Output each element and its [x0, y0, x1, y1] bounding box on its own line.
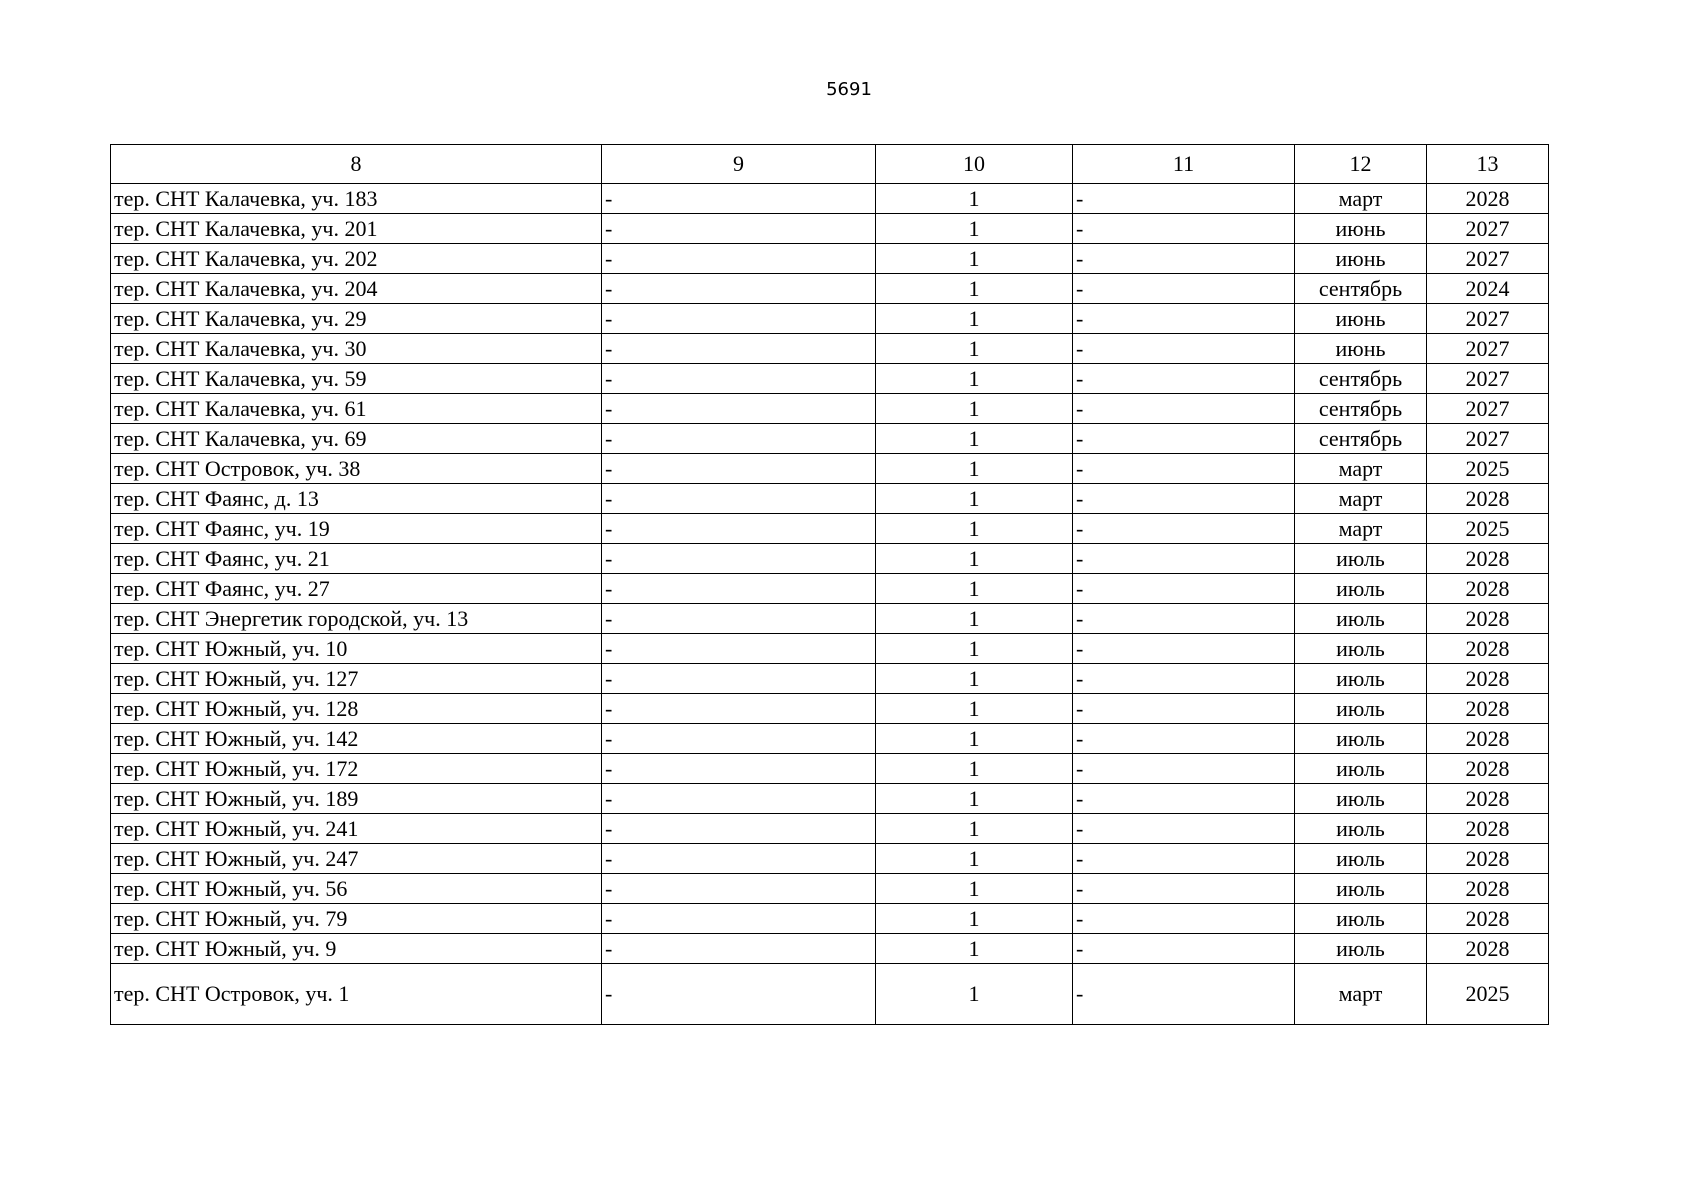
table-row	[111, 844, 1549, 874]
header-row	[111, 145, 1549, 184]
cell-year: 2028	[1427, 484, 1549, 514]
cell-year: 2025	[1427, 964, 1549, 1025]
cell-year: 2027	[1427, 214, 1549, 244]
cell-col9: -	[602, 904, 876, 934]
table-row	[111, 274, 1549, 304]
header-cell-13: 13	[1427, 145, 1549, 184]
table-row	[111, 814, 1549, 844]
cell-month: июль	[1295, 754, 1427, 784]
table-row	[111, 514, 1549, 544]
cell-col10: 1	[876, 844, 1073, 874]
cell-col9: -	[602, 484, 876, 514]
cell-year: 2028	[1427, 874, 1549, 904]
cell-col11: -	[1073, 454, 1295, 484]
cell-col11: -	[1073, 214, 1295, 244]
cell-year: 2028	[1427, 634, 1549, 664]
cell-address: тер. СНТ Южный, уч. 56	[111, 874, 602, 904]
table-row	[111, 304, 1549, 334]
cell-col10: 1	[876, 904, 1073, 934]
cell-year: 2027	[1427, 304, 1549, 334]
cell-year: 2027	[1427, 424, 1549, 454]
cell-month: июль	[1295, 934, 1427, 964]
cell-year: 2028	[1427, 574, 1549, 604]
cell-address: тер. СНТ Калачевка, уч. 29	[111, 304, 602, 334]
cell-year: 2028	[1427, 604, 1549, 634]
cell-month: июль	[1295, 844, 1427, 874]
cell-col11: -	[1073, 874, 1295, 904]
cell-col10: 1	[876, 394, 1073, 424]
cell-col10: 1	[876, 184, 1073, 214]
cell-col11: -	[1073, 694, 1295, 724]
table-row	[111, 934, 1549, 964]
cell-col9: -	[602, 214, 876, 244]
cell-col10: 1	[876, 814, 1073, 844]
cell-month: июль	[1295, 574, 1427, 604]
table-row	[111, 694, 1549, 724]
cell-month: март	[1295, 964, 1427, 1025]
cell-col11: -	[1073, 754, 1295, 784]
cell-address: тер. СНТ Южный, уч. 79	[111, 904, 602, 934]
cell-month: июль	[1295, 724, 1427, 754]
cell-col10: 1	[876, 934, 1073, 964]
cell-month: июль	[1295, 784, 1427, 814]
table-row	[111, 574, 1549, 604]
cell-col10: 1	[876, 454, 1073, 484]
cell-col10: 1	[876, 874, 1073, 904]
cell-year: 2028	[1427, 694, 1549, 724]
cell-address: тер. СНТ Калачевка, уч. 204	[111, 274, 602, 304]
cell-address: тер. СНТ Южный, уч. 241	[111, 814, 602, 844]
cell-month: сентябрь	[1295, 424, 1427, 454]
cell-month: июль	[1295, 544, 1427, 574]
cell-col10: 1	[876, 694, 1073, 724]
cell-col11: -	[1073, 784, 1295, 814]
cell-col10: 1	[876, 364, 1073, 394]
cell-address: тер. СНТ Южный, уч. 142	[111, 724, 602, 754]
cell-col9: -	[602, 784, 876, 814]
cell-month: июнь	[1295, 244, 1427, 274]
cell-col10: 1	[876, 484, 1073, 514]
cell-month: июль	[1295, 874, 1427, 904]
cell-year: 2028	[1427, 754, 1549, 784]
cell-col10: 1	[876, 334, 1073, 364]
cell-year: 2027	[1427, 364, 1549, 394]
cell-month: июнь	[1295, 214, 1427, 244]
header-cell-11: 11	[1073, 145, 1295, 184]
cell-year: 2028	[1427, 844, 1549, 874]
cell-col9: -	[602, 574, 876, 604]
cell-year: 2028	[1427, 934, 1549, 964]
cell-address: тер. СНТ Калачевка, уч. 201	[111, 214, 602, 244]
cell-col10: 1	[876, 754, 1073, 784]
cell-address: тер. СНТ Южный, уч. 172	[111, 754, 602, 784]
cell-col10: 1	[876, 964, 1073, 1025]
cell-col11: -	[1073, 574, 1295, 604]
cell-address: тер. СНТ Энергетик городской, уч. 13	[111, 604, 602, 634]
cell-address: тер. СНТ Фаянс, д. 13	[111, 484, 602, 514]
table-body	[111, 184, 1549, 1025]
cell-col11: -	[1073, 604, 1295, 634]
cell-address: тер. СНТ Южный, уч. 10	[111, 634, 602, 664]
cell-month: июль	[1295, 664, 1427, 694]
cell-col11: -	[1073, 964, 1295, 1025]
cell-col10: 1	[876, 574, 1073, 604]
cell-address: тер. СНТ Южный, уч. 128	[111, 694, 602, 724]
cell-col10: 1	[876, 424, 1073, 454]
cell-col9: -	[602, 304, 876, 334]
cell-address: тер. СНТ Калачевка, уч. 30	[111, 334, 602, 364]
cell-address: тер. СНТ Южный, уч. 127	[111, 664, 602, 694]
cell-col11: -	[1073, 634, 1295, 664]
cell-col9: -	[602, 634, 876, 664]
cell-month: март	[1295, 184, 1427, 214]
cell-year: 2024	[1427, 274, 1549, 304]
cell-month: июль	[1295, 634, 1427, 664]
cell-col11: -	[1073, 664, 1295, 694]
cell-month: март	[1295, 514, 1427, 544]
cell-year: 2028	[1427, 904, 1549, 934]
cell-month: март	[1295, 454, 1427, 484]
cell-col9: -	[602, 724, 876, 754]
cell-col9: -	[602, 694, 876, 724]
cell-year: 2025	[1427, 514, 1549, 544]
cell-month: сентябрь	[1295, 274, 1427, 304]
cell-col10: 1	[876, 214, 1073, 244]
cell-col10: 1	[876, 604, 1073, 634]
table-row	[111, 634, 1549, 664]
table-header	[111, 145, 1549, 184]
cell-col11: -	[1073, 844, 1295, 874]
cell-col10: 1	[876, 304, 1073, 334]
cell-col9: -	[602, 934, 876, 964]
cell-address: тер. СНТ Калачевка, уч. 202	[111, 244, 602, 274]
cell-month: июль	[1295, 604, 1427, 634]
header-cell-12: 12	[1295, 145, 1427, 184]
cell-year: 2027	[1427, 244, 1549, 274]
cell-col11: -	[1073, 484, 1295, 514]
cell-col10: 1	[876, 634, 1073, 664]
cell-col10: 1	[876, 784, 1073, 814]
cell-address: тер. СНТ Фаянс, уч. 21	[111, 544, 602, 574]
table-row	[111, 724, 1549, 754]
cell-col11: -	[1073, 904, 1295, 934]
page-number: 5691	[826, 79, 872, 100]
cell-month: июль	[1295, 694, 1427, 724]
table-row	[111, 904, 1549, 934]
cell-col10: 1	[876, 514, 1073, 544]
header-cell-8: 8	[111, 145, 602, 184]
cell-address: тер. СНТ Калачевка, уч. 61	[111, 394, 602, 424]
cell-col9: -	[602, 454, 876, 484]
table-row	[111, 424, 1549, 454]
table-row	[111, 364, 1549, 394]
header-cell-9: 9	[602, 145, 876, 184]
cell-address: тер. СНТ Островок, уч. 38	[111, 454, 602, 484]
cell-year: 2028	[1427, 664, 1549, 694]
cell-col9: -	[602, 514, 876, 544]
cell-month: июль	[1295, 904, 1427, 934]
cell-year: 2027	[1427, 394, 1549, 424]
table-row	[111, 484, 1549, 514]
cell-col11: -	[1073, 184, 1295, 214]
cell-col11: -	[1073, 514, 1295, 544]
cell-month: сентябрь	[1295, 364, 1427, 394]
cell-address: тер. СНТ Южный, уч. 189	[111, 784, 602, 814]
cell-col9: -	[602, 874, 876, 904]
cell-col10: 1	[876, 274, 1073, 304]
cell-year: 2028	[1427, 724, 1549, 754]
cell-year: 2028	[1427, 184, 1549, 214]
table-row	[111, 214, 1549, 244]
table-row	[111, 244, 1549, 274]
cell-month: сентябрь	[1295, 394, 1427, 424]
table-row	[111, 604, 1549, 634]
cell-col9: -	[602, 664, 876, 694]
cell-month: июнь	[1295, 334, 1427, 364]
cell-year: 2027	[1427, 334, 1549, 364]
cell-address: тер. СНТ Калачевка, уч. 59	[111, 364, 602, 394]
table-row	[111, 784, 1549, 814]
cell-month: март	[1295, 484, 1427, 514]
cell-col9: -	[602, 424, 876, 454]
cell-year: 2025	[1427, 454, 1549, 484]
cell-col9: -	[602, 844, 876, 874]
cell-address: тер. СНТ Островок, уч. 1	[111, 964, 602, 1025]
cell-col9: -	[602, 274, 876, 304]
cell-address: тер. СНТ Южный, уч. 247	[111, 844, 602, 874]
table-row	[111, 184, 1549, 214]
table-row	[111, 334, 1549, 364]
cell-address: тер. СНТ Фаянс, уч. 19	[111, 514, 602, 544]
cell-col9: -	[602, 394, 876, 424]
cell-month: июль	[1295, 814, 1427, 844]
cell-col11: -	[1073, 394, 1295, 424]
cell-col9: -	[602, 184, 876, 214]
cell-col9: -	[602, 334, 876, 364]
cell-col10: 1	[876, 724, 1073, 754]
table-row	[111, 544, 1549, 574]
cell-col9: -	[602, 364, 876, 394]
cell-col10: 1	[876, 664, 1073, 694]
cell-year: 2028	[1427, 814, 1549, 844]
cell-col9: -	[602, 244, 876, 274]
cell-col9: -	[602, 754, 876, 784]
cell-address: тер. СНТ Южный, уч. 9	[111, 934, 602, 964]
table-row	[111, 754, 1549, 784]
table-row	[111, 874, 1549, 904]
cell-year: 2028	[1427, 784, 1549, 814]
header-cell-10: 10	[876, 145, 1073, 184]
cell-address: тер. СНТ Калачевка, уч. 69	[111, 424, 602, 454]
cell-col11: -	[1073, 544, 1295, 574]
cell-col11: -	[1073, 274, 1295, 304]
cell-address: тер. СНТ Фаянс, уч. 27	[111, 574, 602, 604]
cell-col9: -	[602, 544, 876, 574]
table-row	[111, 964, 1549, 1025]
cell-col11: -	[1073, 724, 1295, 754]
cell-col11: -	[1073, 934, 1295, 964]
cell-col10: 1	[876, 544, 1073, 574]
data-table	[110, 144, 1549, 1025]
cell-year: 2028	[1427, 544, 1549, 574]
cell-col9: -	[602, 814, 876, 844]
table-row	[111, 394, 1549, 424]
cell-address: тер. СНТ Калачевка, уч. 183	[111, 184, 602, 214]
cell-col11: -	[1073, 304, 1295, 334]
cell-col9: -	[602, 964, 876, 1025]
cell-col11: -	[1073, 244, 1295, 274]
cell-month: июнь	[1295, 304, 1427, 334]
cell-col9: -	[602, 604, 876, 634]
cell-col10: 1	[876, 244, 1073, 274]
cell-col11: -	[1073, 814, 1295, 844]
cell-col11: -	[1073, 334, 1295, 364]
cell-col11: -	[1073, 364, 1295, 394]
table-row	[111, 664, 1549, 694]
cell-col11: -	[1073, 424, 1295, 454]
table-row	[111, 454, 1549, 484]
